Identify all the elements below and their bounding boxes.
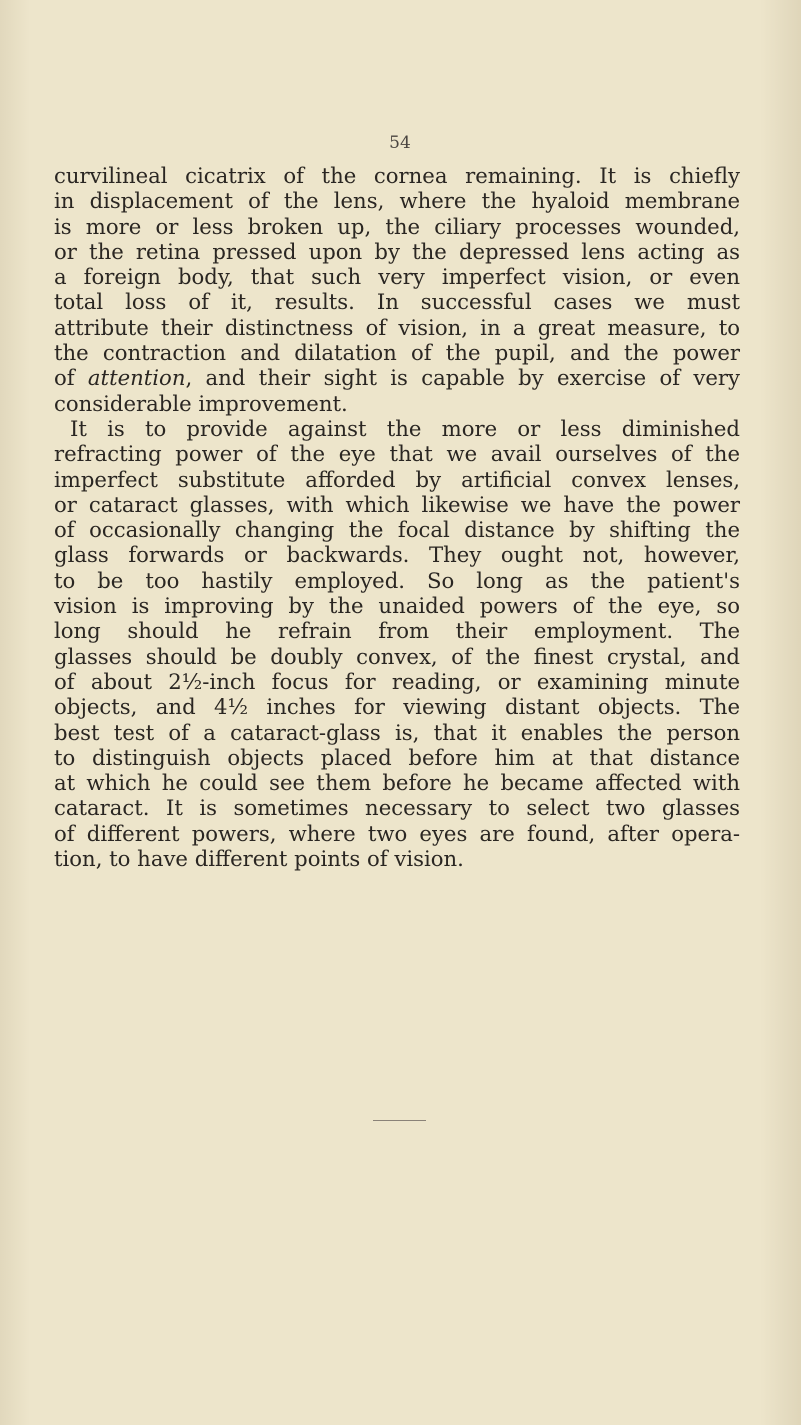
text-line: the contraction and dilatation of the pupil, and the power xyxy=(54,340,740,366)
text-line: tion, to have different points of vision. xyxy=(54,846,464,872)
text-fragment: , and their sight is capable by exercise of very xyxy=(185,365,740,391)
text-line: is more or less broken up, the ciliary processes wounded, xyxy=(54,213,740,239)
text-line: of occasionally changing the focal distance by shifting the xyxy=(54,517,740,543)
text-line: objects, and 4½ inches for viewing distant objects. The xyxy=(54,694,740,720)
text-line: to be too hastily employed. So long as the patient's xyxy=(54,567,740,593)
text-line: of different powers, where two eyes are found, after opera- xyxy=(54,820,740,846)
text-line: considerable improvement. xyxy=(54,390,348,416)
text-line: at which he could see them before he became affected with xyxy=(54,770,740,796)
text-line: a foreign body, that such very imperfect vision, or even xyxy=(54,264,740,290)
body-text xyxy=(54,163,740,871)
text-fragment: of xyxy=(54,365,88,391)
text-line: glasses should be doubly convex, of the finest crystal, and xyxy=(54,643,740,669)
footer-rule xyxy=(373,1120,426,1121)
text-line: attribute their distinctness of vision, in a great measure, to xyxy=(54,314,740,340)
text-line: in displacement of the lens, where the hyaloid membrane xyxy=(54,188,740,214)
italic-emphasis: attention xyxy=(87,365,186,391)
paragraph-1 xyxy=(54,163,740,416)
text-line xyxy=(54,365,740,390)
text-line: or cataract glasses, with which likewise we have the power xyxy=(54,491,740,517)
text-line: glass forwards or backwards. They ought not, however, xyxy=(54,542,740,568)
text-line: cataract. It is sometimes necessary to select two glasses xyxy=(54,795,740,821)
page-number: 54 xyxy=(389,133,411,153)
text-line: to distinguish objects placed before him at that distance xyxy=(54,744,740,770)
text-line: of about 2½-inch focus for reading, or examining minute xyxy=(54,668,740,694)
text-line: best test of a cataract-glass is, that it enables the person xyxy=(54,719,740,745)
text-line: refracting power of the eye that we avail ourselves of the xyxy=(54,441,740,467)
text-line: long should he refrain from their employment. The xyxy=(54,618,740,644)
text-line: or the retina pressed upon by the depressed lens acting as xyxy=(54,238,740,264)
paragraph-2 xyxy=(54,416,740,871)
text-line: total loss of it, results. In successful cases we must xyxy=(54,289,740,315)
text-line: imperfect substitute afforded by artificial convex lenses, xyxy=(54,466,740,492)
text-line: curvilineal cicatrix of the cornea remaining. It is chiefly xyxy=(54,163,740,188)
text-line: vision is improving by the unaided powers of the eye, so xyxy=(54,593,740,619)
text-line: It is to provide against the more or less diminished xyxy=(70,415,740,441)
